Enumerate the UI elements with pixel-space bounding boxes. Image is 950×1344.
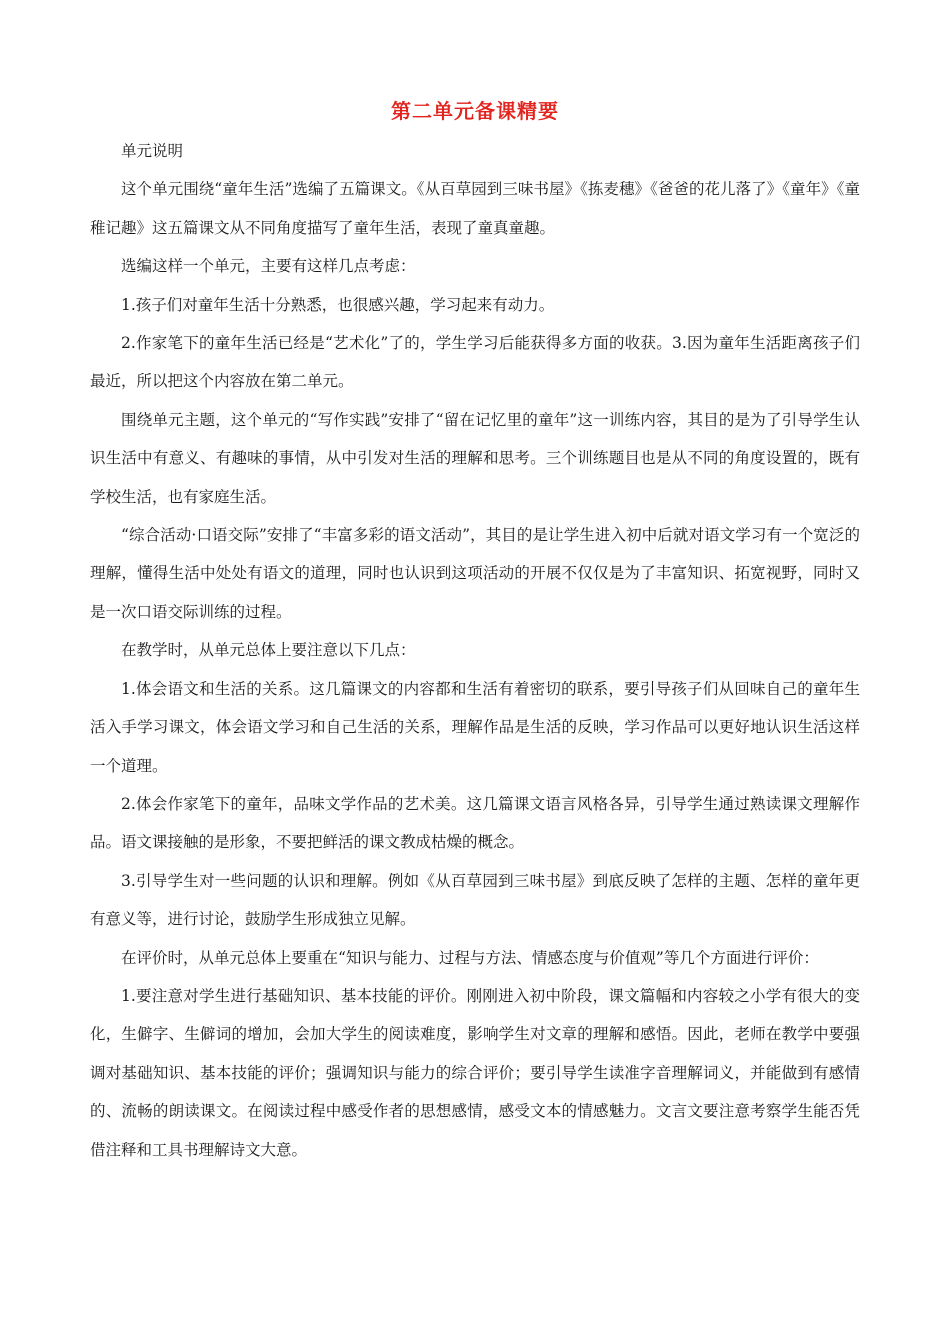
paragraph: 2.作家笔下的童年生活已经是“艺术化”了的，学生学习后能获得多方面的收获。3.因为童年生活距离孩子们最近，所以把这个内容放在第二单元。 <box>90 334 860 391</box>
paragraph: 这个单元围绕“童年生活”选编了五篇课文。《从百草园到三味书屋》《拣麦穗》《爸爸的花儿落了》《童年》《童稚记趣》这五篇课文从不同角度描写了童年生活，表现了童真童趣。 <box>90 180 860 237</box>
paragraph: 1.孩子们对童年生活十分熟悉，也很感兴趣，学习起来有动力。 <box>121 295 555 314</box>
document-title: 第二单元备课精要 <box>391 99 559 123</box>
paragraph: “综合活动·口语交际”安排了“丰富多彩的语文活动”，其目的是让学生进入初中后就对语文学习有一个宽泛的理解，懂得生活中处处有语文的道理，同时也认识到这项活动的开展不仅仅是为了丰富知识、拓宽视野，同时又是一次口语交际训练的过程。 <box>90 526 860 621</box>
paragraph: 1.要注意对学生进行基础知识、基本技能的评价。刚刚进入初中阶段，课文篇幅和内容较之小学有很大的变化，生僻字、生僻词的增加，会加大学生的阅读难度，影响学生对文章的理解和感悟。因此，老师在教学中要强调对基础知识、基本技能的评价；强调知识与能力的综合评价；要引导学生读准字音理解词义，并能做到有感情的、流畅的朗读课文。在阅读过程中感受作者的思想感情，感受文本的情感魅力。文言文要注意考察学生能否凭借注释和工具书理解诗文大意。 <box>90 986 860 1159</box>
paragraph: 围绕单元主题，这个单元的“写作实践”安排了“留在记忆里的童年”这一训练内容，其目的是为了引导学生认识生活中有意义、有趣味的事情，从中引发对生活的理解和思考。三个训练题目也是从不同的角度设置的，既有学校生活，也有家庭生活。 <box>90 410 860 506</box>
paragraph: 1.体会语文和生活的关系。这几篇课文的内容都和生活有着密切的联系，要引导孩子们从回味自己的童年生活入手学习课文，体会语文学习和自己生活的关系，理解作品是生活的反映，学习作品可以更好地认识生活这样一个道理。 <box>90 679 860 775</box>
section-heading-unit-description: 单元说明 <box>121 142 184 160</box>
paragraph: 3.引导学生对一些问题的认识和理解。例如《从百草园到三味书屋》到底反映了怎样的主题、怎样的童年更有意义等，进行讨论，鼓励学生形成独立见解。 <box>90 871 860 929</box>
paragraph: 在评价时，从单元总体上要重在“知识与能力、过程与方法、情感态度与价值观”等几个方面进行评价： <box>121 948 819 967</box>
paragraph: 2.体会作家笔下的童年，品味文学作品的艺术美。这几篇课文语言风格各异，引导学生通过熟读课文理解作品。语文课接触的是形象，不要把鲜活的课文教成枯燥的概念。 <box>90 794 860 852</box>
paragraph: 选编这样一个单元，主要有这样几点考虑： <box>121 257 416 276</box>
paragraph: 在教学时，从单元总体上要注意以下几点： <box>121 641 416 660</box>
document-body <box>90 132 860 1169</box>
